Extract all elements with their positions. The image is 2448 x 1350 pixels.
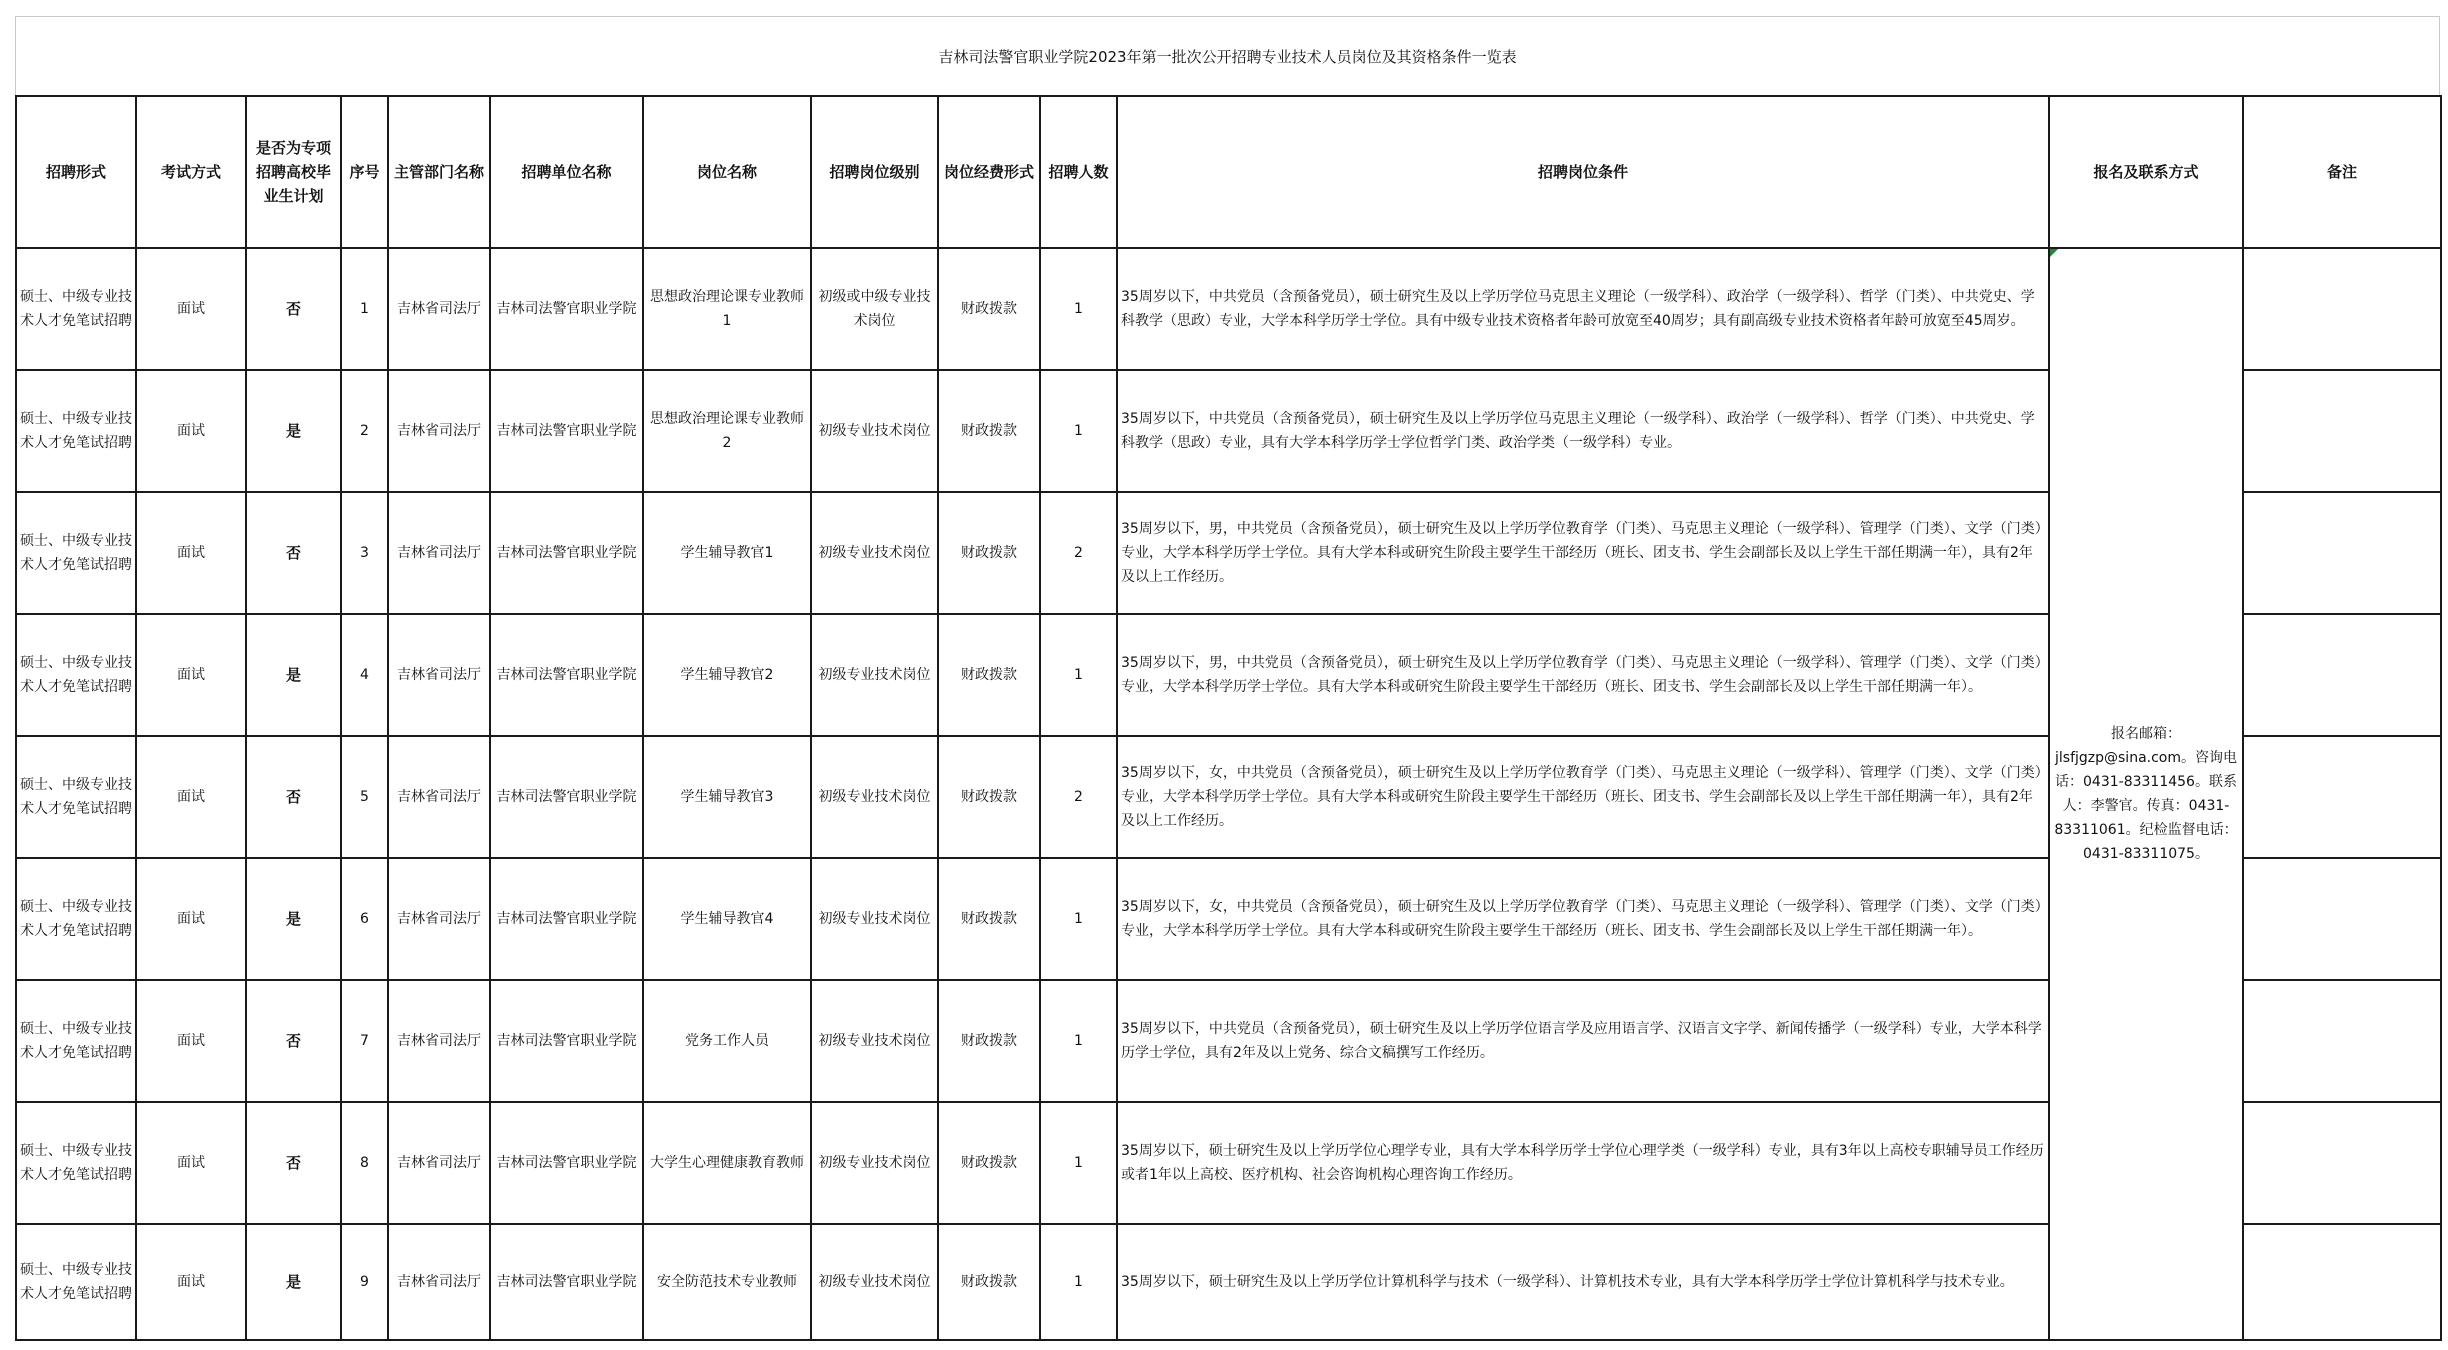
cell-count[interactable]: 1 bbox=[1040, 980, 1117, 1102]
cell-exam[interactable]: 面试 bbox=[136, 614, 246, 736]
cell-funding[interactable]: 财政拨款 bbox=[938, 858, 1040, 980]
table-row bbox=[16, 248, 2441, 370]
cell-count[interactable]: 1 bbox=[1040, 1224, 1117, 1340]
cell-unit[interactable]: 吉林司法警官职业学院 bbox=[490, 614, 643, 736]
cell-funding[interactable]: 财政拨款 bbox=[938, 1102, 1040, 1224]
cell-seq[interactable]: 3 bbox=[341, 492, 388, 614]
cell-level[interactable]: 初级或中级专业技术岗位 bbox=[811, 248, 938, 370]
cell-conditions[interactable]: 35周岁以下，硕士研究生及以上学历学位计算机科学与技术（一级学科）、计算机技术专业，具有大学本科学历学士学位计算机科学与技术专业。 bbox=[1117, 1224, 2049, 1340]
cell-level[interactable]: 初级专业技术岗位 bbox=[811, 1224, 938, 1340]
header-funding: 岗位经费形式 bbox=[938, 96, 1040, 248]
cell-form[interactable]: 硕士、中级专业技术人才免笔试招聘 bbox=[16, 370, 136, 492]
cell-exam[interactable]: 面试 bbox=[136, 1102, 246, 1224]
cell-seq[interactable]: 4 bbox=[341, 614, 388, 736]
cell-form[interactable]: 硕士、中级专业技术人才免笔试招聘 bbox=[16, 614, 136, 736]
comment-marker-icon bbox=[2050, 249, 2058, 257]
cell-unit[interactable]: 吉林司法警官职业学院 bbox=[490, 370, 643, 492]
cell-conditions[interactable]: 35周岁以下，中共党员（含预备党员），硕士研究生及以上学历学位语言学及应用语言学、汉语言文字学、新闻传播学（一级学科）专业，大学本科学历学士学位，具有2年及以上党务、综合文稿撰写工作经历。 bbox=[1117, 980, 2049, 1102]
cell-level[interactable]: 初级专业技术岗位 bbox=[811, 492, 938, 614]
cell-unit[interactable]: 吉林司法警官职业学院 bbox=[490, 858, 643, 980]
cell-seq[interactable]: 5 bbox=[341, 736, 388, 858]
cell-form[interactable]: 硕士、中级专业技术人才免笔试招聘 bbox=[16, 858, 136, 980]
cell-remark[interactable] bbox=[2243, 248, 2441, 370]
cell-conditions[interactable]: 35周岁以下，女，中共党员（含预备党员），硕士研究生及以上学历学位教育学（门类）、马克思主义理论（一级学科）、管理学（门类）、文学（门类）专业，大学本科学历学士学位。具有大学本科或研究生阶段主要学生干部经历（班长、团支书、学生会副部长及以上学生干部任期满一年）。 bbox=[1117, 858, 2049, 980]
cell-conditions[interactable]: 35周岁以下，中共党员（含预备党员），硕士研究生及以上学历学位马克思主义理论（一级学科）、政治学（一级学科）、哲学（门类）、中共党史、学科教学（思政）专业，大学本科学历学士学位。具有中级专业技术资格者年龄可放宽至40周岁；具有副高级专业技术资格者年龄可放宽至45周岁。 bbox=[1117, 248, 2049, 370]
cell-count[interactable]: 1 bbox=[1040, 1102, 1117, 1224]
header-dept: 主管部门名称 bbox=[388, 96, 490, 248]
cell-grad[interactable]: 否 bbox=[246, 248, 341, 370]
cell-form[interactable]: 硕士、中级专业技术人才免笔试招聘 bbox=[16, 492, 136, 614]
cell-grad[interactable]: 否 bbox=[246, 980, 341, 1102]
cell-remark[interactable] bbox=[2243, 736, 2441, 858]
cell-count[interactable]: 2 bbox=[1040, 492, 1117, 614]
cell-remark[interactable] bbox=[2243, 492, 2441, 614]
cell-seq[interactable]: 7 bbox=[341, 980, 388, 1102]
cell-unit[interactable]: 吉林司法警官职业学院 bbox=[490, 1224, 643, 1340]
cell-dept[interactable]: 吉林省司法厅 bbox=[388, 858, 490, 980]
cell-exam[interactable]: 面试 bbox=[136, 370, 246, 492]
cell-conditions[interactable]: 35周岁以下，男，中共党员（含预备党员），硕士研究生及以上学历学位教育学（门类）、马克思主义理论（一级学科）、管理学（门类）、文学（门类）专业，大学本科学历学士学位。具有大学本科或研究生阶段主要学生干部经历（班长、团支书、学生会副部长及以上学生干部任期满一年）。 bbox=[1117, 614, 2049, 736]
cell-grad[interactable]: 否 bbox=[246, 736, 341, 858]
cell-level[interactable]: 初级专业技术岗位 bbox=[811, 370, 938, 492]
cell-position[interactable]: 学生辅导教官4 bbox=[643, 858, 811, 980]
cell-dept[interactable]: 吉林省司法厅 bbox=[388, 736, 490, 858]
cell-grad[interactable]: 是 bbox=[246, 858, 341, 980]
header-conditions: 招聘岗位条件 bbox=[1117, 96, 2049, 248]
cell-level[interactable]: 初级专业技术岗位 bbox=[811, 614, 938, 736]
cell-form[interactable]: 硕士、中级专业技术人才免笔试招聘 bbox=[16, 1224, 136, 1340]
cell-dept[interactable]: 吉林省司法厅 bbox=[388, 248, 490, 370]
cell-exam[interactable]: 面试 bbox=[136, 492, 246, 614]
cell-funding[interactable]: 财政拨款 bbox=[938, 248, 1040, 370]
cell-count[interactable]: 1 bbox=[1040, 614, 1117, 736]
cell-unit[interactable]: 吉林司法警官职业学院 bbox=[490, 492, 643, 614]
cell-exam[interactable]: 面试 bbox=[136, 858, 246, 980]
header-position: 岗位名称 bbox=[643, 96, 811, 248]
cell-position[interactable]: 学生辅导教官3 bbox=[643, 736, 811, 858]
cell-contact[interactable] bbox=[2049, 248, 2243, 1340]
cell-position[interactable]: 大学生心理健康教育教师 bbox=[643, 1102, 811, 1224]
cell-grad[interactable]: 是 bbox=[246, 614, 341, 736]
cell-unit[interactable]: 吉林司法警官职业学院 bbox=[490, 980, 643, 1102]
cell-count[interactable]: 1 bbox=[1040, 858, 1117, 980]
cell-exam[interactable]: 面试 bbox=[136, 248, 246, 370]
cell-position[interactable]: 安全防范技术专业教师 bbox=[643, 1224, 811, 1340]
cell-conditions[interactable]: 35周岁以下，男，中共党员（含预备党员），硕士研究生及以上学历学位教育学（门类）、马克思主义理论（一级学科）、管理学（门类）、文学（门类）专业，大学本科学历学士学位。具有大学本科或研究生阶段主要学生干部经历（班长、团支书、学生会副部长及以上学生干部任期满一年），具有2年及以上工作经历。 bbox=[1117, 492, 2049, 614]
cell-level[interactable]: 初级专业技术岗位 bbox=[811, 736, 938, 858]
cell-level[interactable]: 初级专业技术岗位 bbox=[811, 1102, 938, 1224]
cell-seq[interactable]: 9 bbox=[341, 1224, 388, 1340]
cell-conditions[interactable]: 35周岁以下，中共党员（含预备党员），硕士研究生及以上学历学位马克思主义理论（一级学科）、政治学（一级学科）、哲学（门类）、中共党史、学科教学（思政）专业，具有大学本科学历学士学位哲学门类、政治学类（一级学科）专业。 bbox=[1117, 370, 2049, 492]
cell-funding[interactable]: 财政拨款 bbox=[938, 492, 1040, 614]
recruitment-table bbox=[15, 95, 2442, 1341]
header-contact: 报名及联系方式 bbox=[2049, 96, 2243, 248]
cell-funding[interactable]: 财政拨款 bbox=[938, 370, 1040, 492]
cell-count[interactable]: 2 bbox=[1040, 736, 1117, 858]
cell-seq[interactable]: 8 bbox=[341, 1102, 388, 1224]
cell-funding[interactable]: 财政拨款 bbox=[938, 980, 1040, 1102]
cell-level[interactable]: 初级专业技术岗位 bbox=[811, 980, 938, 1102]
cell-count[interactable]: 1 bbox=[1040, 248, 1117, 370]
cell-unit[interactable]: 吉林司法警官职业学院 bbox=[490, 1102, 643, 1224]
header-row bbox=[16, 96, 2441, 248]
cell-remark[interactable] bbox=[2243, 980, 2441, 1102]
contact-email-label: 报名邮箱： bbox=[2111, 726, 2181, 742]
cell-dept[interactable]: 吉林省司法厅 bbox=[388, 492, 490, 614]
cell-remark[interactable] bbox=[2243, 614, 2441, 736]
cell-form[interactable]: 硕士、中级专业技术人才免笔试招聘 bbox=[16, 1102, 136, 1224]
cell-grad[interactable]: 否 bbox=[246, 1102, 341, 1224]
cell-dept[interactable]: 吉林省司法厅 bbox=[388, 614, 490, 736]
cell-unit[interactable]: 吉林司法警官职业学院 bbox=[490, 736, 643, 858]
cell-unit[interactable]: 吉林司法警官职业学院 bbox=[490, 248, 643, 370]
cell-grad[interactable]: 否 bbox=[246, 492, 341, 614]
header-form: 招聘形式 bbox=[16, 96, 136, 248]
cell-conditions[interactable]: 35周岁以下，女，中共党员（含预备党员），硕士研究生及以上学历学位教育学（门类）、马克思主义理论（一级学科）、管理学（门类）、文学（门类）专业，大学本科学历学士学位。具有大学本科或研究生阶段主要学生干部经历（班长、团支书、学生会副部长及以上学生干部任期满一年），具有2年及以上工作经历。 bbox=[1117, 736, 2049, 858]
cell-grad[interactable]: 是 bbox=[246, 1224, 341, 1340]
cell-seq[interactable]: 6 bbox=[341, 858, 388, 980]
cell-position[interactable]: 思想政治理论课专业教师1 bbox=[643, 248, 811, 370]
header-exam: 考试方式 bbox=[136, 96, 246, 248]
cell-dept[interactable]: 吉林省司法厅 bbox=[388, 1224, 490, 1340]
cell-funding[interactable]: 财政拨款 bbox=[938, 614, 1040, 736]
cell-form[interactable]: 硕士、中级专业技术人才免笔试招聘 bbox=[16, 736, 136, 858]
cell-remark[interactable] bbox=[2243, 858, 2441, 980]
cell-position[interactable]: 党务工作人员 bbox=[643, 980, 811, 1102]
spreadsheet bbox=[15, 16, 2440, 1341]
cell-form[interactable]: 硕士、中级专业技术人才免笔试招聘 bbox=[16, 980, 136, 1102]
header-count: 招聘人数 bbox=[1040, 96, 1117, 248]
cell-seq[interactable]: 1 bbox=[341, 248, 388, 370]
table-title: 吉林司法警官职业学院2023年第一批次公开招聘专业技术人员岗位及其资格条件一览表 bbox=[15, 16, 2440, 95]
cell-grad[interactable]: 是 bbox=[246, 370, 341, 492]
cell-position[interactable]: 学生辅导教官1 bbox=[643, 492, 811, 614]
header-unit: 招聘单位名称 bbox=[490, 96, 643, 248]
cell-dept[interactable]: 吉林省司法厅 bbox=[388, 980, 490, 1102]
cell-seq[interactable]: 2 bbox=[341, 370, 388, 492]
cell-exam[interactable]: 面试 bbox=[136, 736, 246, 858]
cell-dept[interactable]: 吉林省司法厅 bbox=[388, 370, 490, 492]
cell-conditions[interactable]: 35周岁以下，硕士研究生及以上学历学位心理学专业，具有大学本科学历学士学位心理学类（一级学科）专业，具有3年以上高校专职辅导员工作经历或者1年以上高校、医疗机构、社会咨询机构心理咨询工作经历。 bbox=[1117, 1102, 2049, 1224]
cell-remark[interactable] bbox=[2243, 1224, 2441, 1340]
cell-level[interactable]: 初级专业技术岗位 bbox=[811, 858, 938, 980]
cell-remark[interactable] bbox=[2243, 1102, 2441, 1224]
cell-form[interactable]: 硕士、中级专业技术人才免笔试招聘 bbox=[16, 248, 136, 370]
header-remark: 备注 bbox=[2243, 96, 2441, 248]
cell-dept[interactable]: 吉林省司法厅 bbox=[388, 1102, 490, 1224]
cell-funding[interactable]: 财政拨款 bbox=[938, 1224, 1040, 1340]
cell-funding[interactable]: 财政拨款 bbox=[938, 736, 1040, 858]
cell-position[interactable]: 学生辅导教官2 bbox=[643, 614, 811, 736]
cell-remark[interactable] bbox=[2243, 370, 2441, 492]
header-seq: 序号 bbox=[341, 96, 388, 248]
cell-position[interactable]: 思想政治理论课专业教师2 bbox=[643, 370, 811, 492]
header-level: 招聘岗位级别 bbox=[811, 96, 938, 248]
cell-count[interactable]: 1 bbox=[1040, 370, 1117, 492]
header-grad-plan: 是否为专项招聘高校毕业生计划 bbox=[246, 96, 341, 248]
cell-exam[interactable]: 面试 bbox=[136, 980, 246, 1102]
cell-exam[interactable]: 面试 bbox=[136, 1224, 246, 1340]
contact-details: jlsfjgzp@sina.com。咨询电话：0431-83311456。联系人：李警官。传真：0431-83311061。纪检监督电话：0431-83311075。 bbox=[2054, 750, 2238, 862]
